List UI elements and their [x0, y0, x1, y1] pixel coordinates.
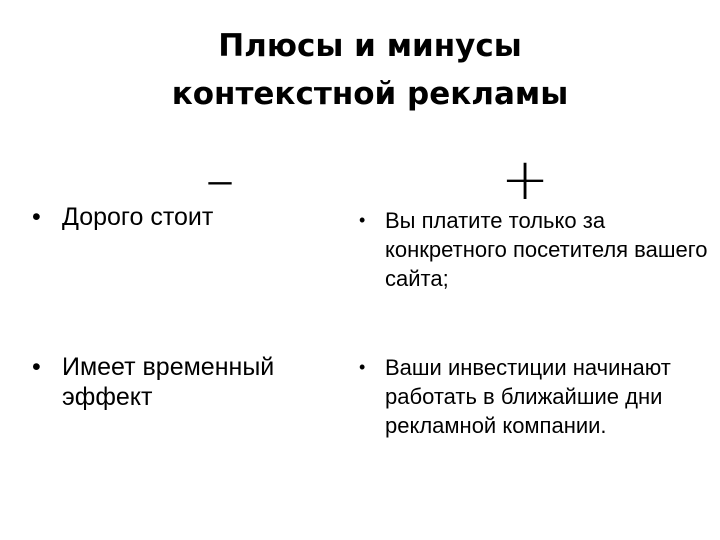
minus-item — [32, 352, 362, 412]
minus-item-text: Имеет временный эффект — [62, 353, 275, 411]
plus-item-text: Вы платите только за конкретного посетителя вашего сайта; — [385, 208, 708, 291]
minus-item-text: Дорого стоит — [62, 203, 214, 231]
bullet-icon: • — [359, 357, 366, 377]
page-title — [0, 22, 720, 118]
plus-item — [359, 353, 719, 440]
minus-sign: – — [205, 145, 235, 213]
title-line-1: Плюсы и минусы — [218, 28, 522, 64]
bullet-icon: • — [32, 353, 41, 381]
title-line-2: контекстной рекламы — [171, 76, 569, 112]
bullet-icon: • — [32, 203, 41, 231]
plus-item-text: Ваши инвестиции начинают работать в ближайшие дни рекламной компании. — [385, 355, 671, 438]
plus-sign: + — [500, 145, 550, 213]
plus-item — [359, 206, 719, 293]
minus-item — [32, 202, 362, 232]
bullet-icon: • — [359, 210, 366, 230]
